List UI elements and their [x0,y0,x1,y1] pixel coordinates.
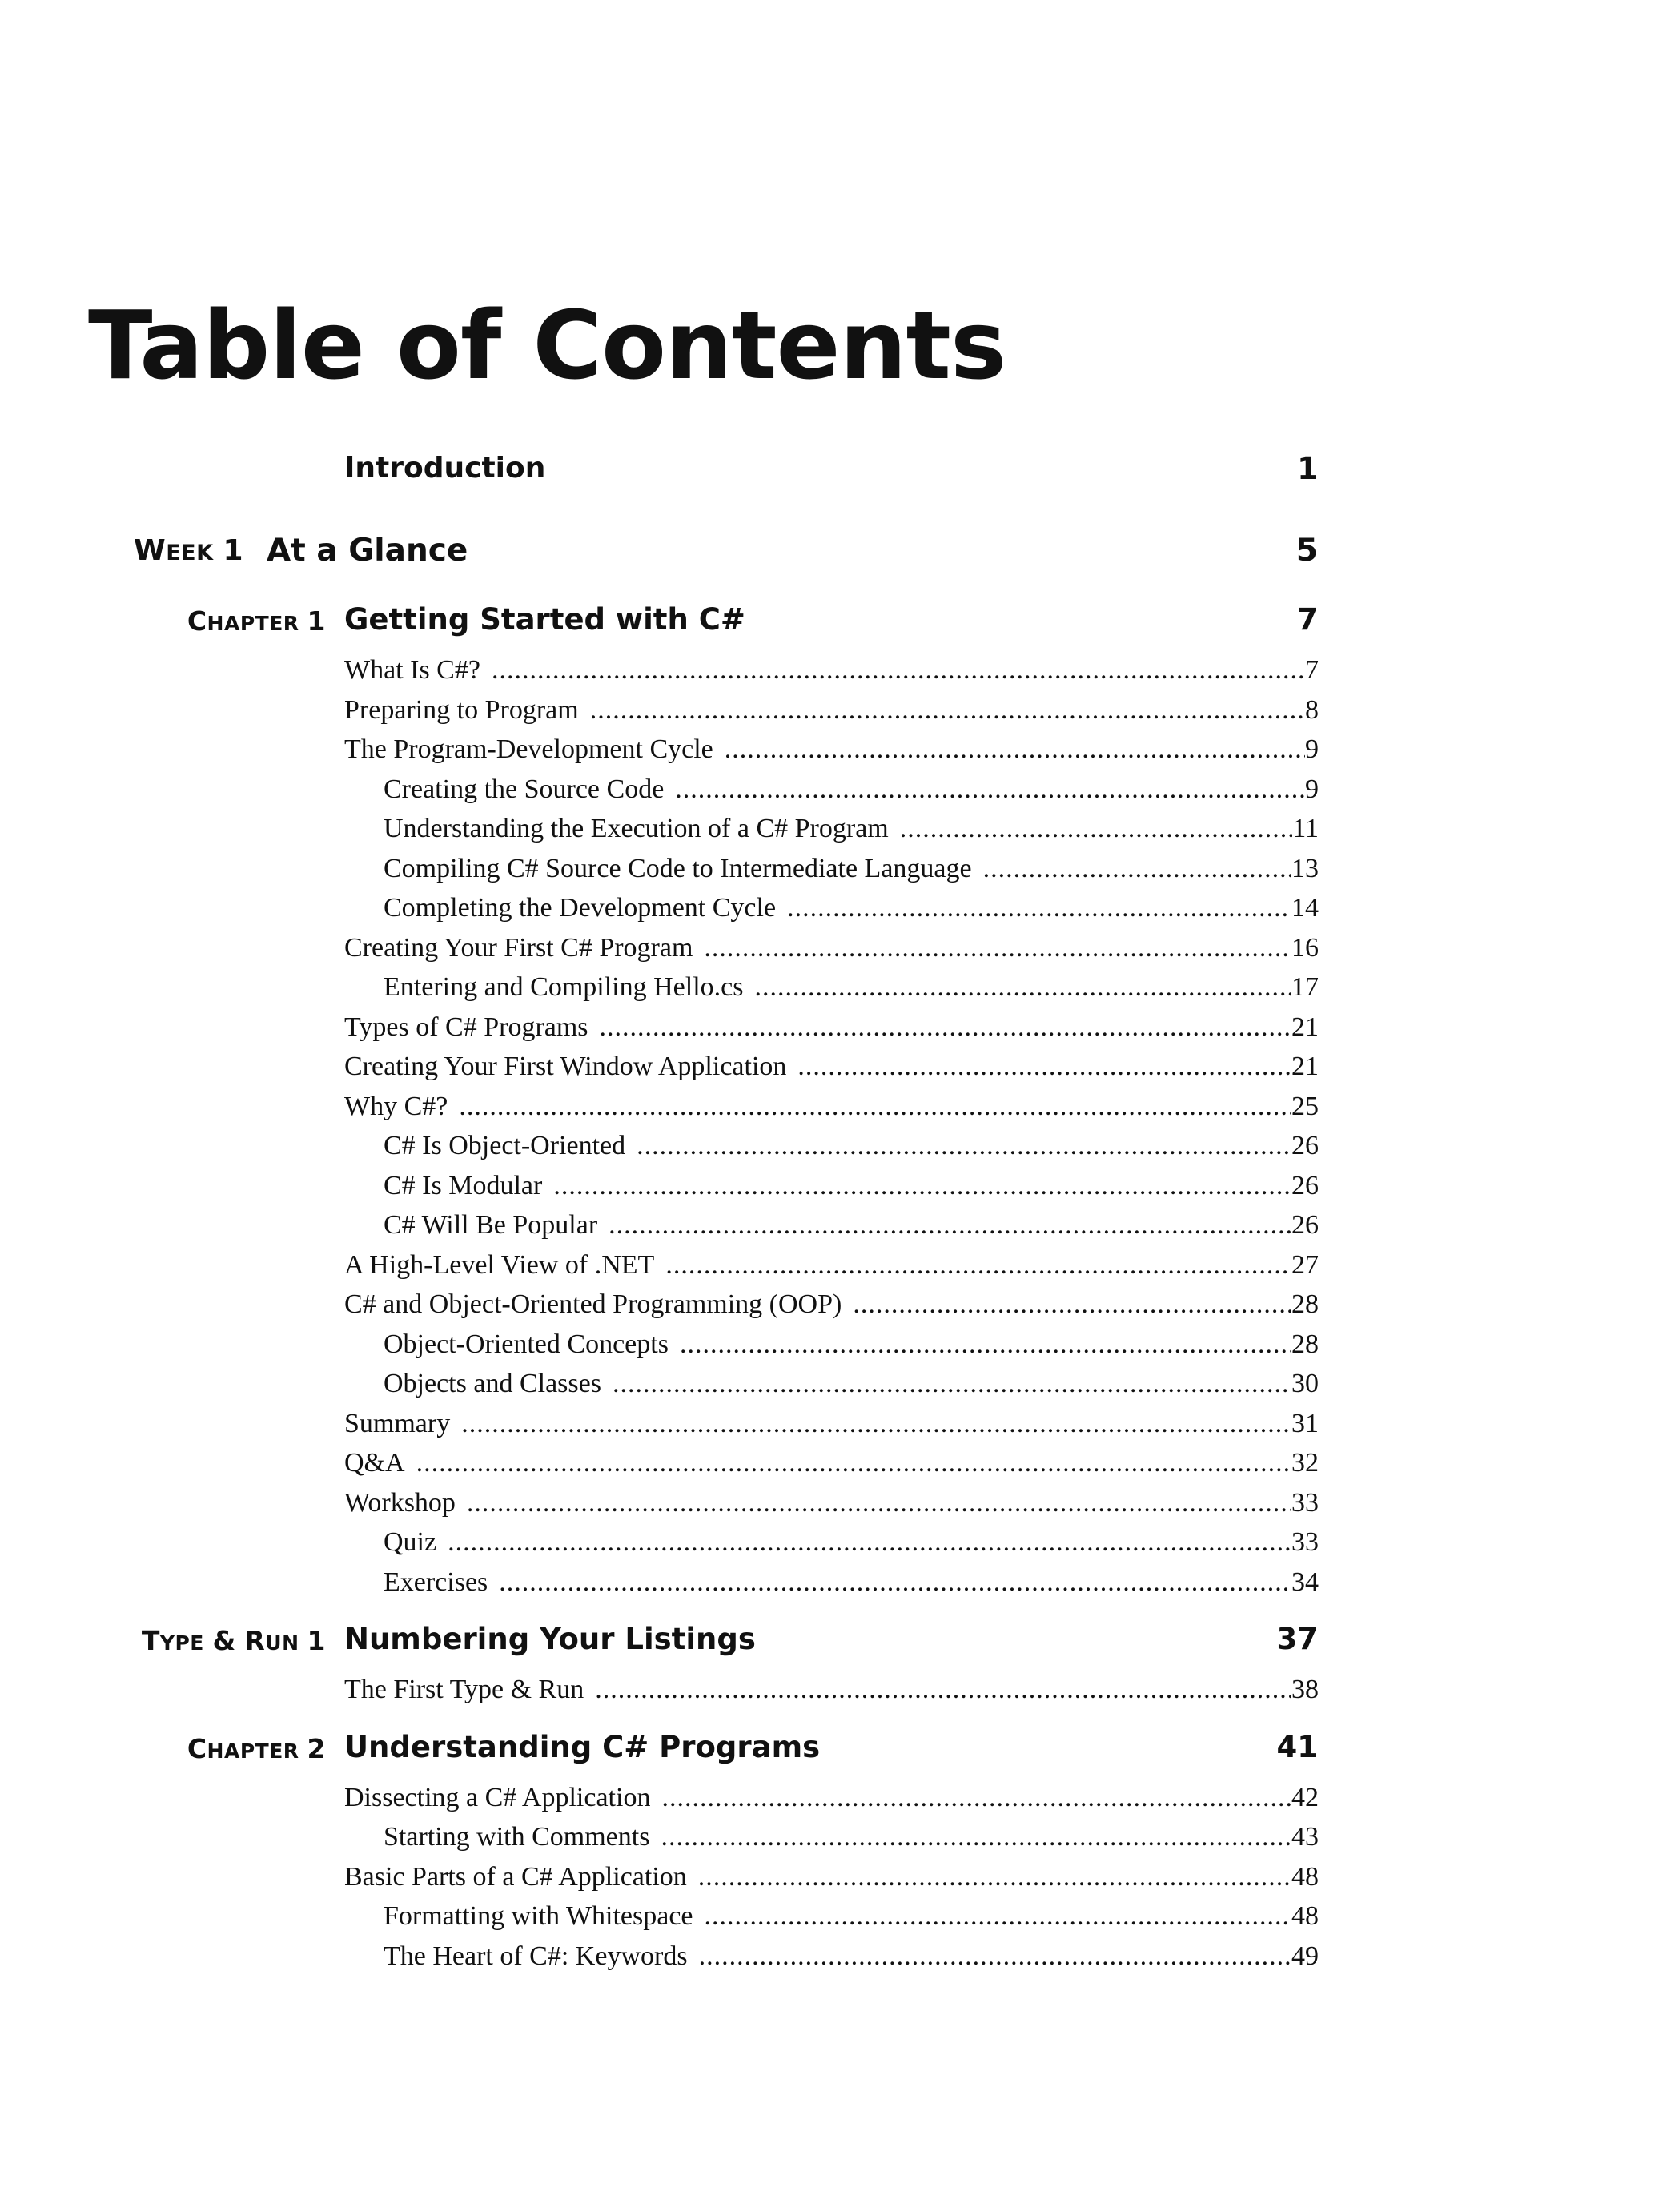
toc-heading-week-1[interactable] [0,533,1671,573]
dot-leader [661,1780,1291,1816]
toc-subentry[interactable] [384,1327,1319,1362]
entry-page-number: 26 [1291,1171,1319,1201]
toc-entry[interactable] [344,732,1319,767]
entry-title: A High-Level View of .NET [344,1250,655,1280]
dot-leader [595,1672,1291,1707]
toc-subentry[interactable] [384,970,1319,1005]
entry-title: Creating the Source Code [384,774,665,804]
entry-title: Preparing to Program [344,695,579,725]
toc-heading-type-and-run-1[interactable] [0,1622,1671,1662]
entry-page-number: 49 [1291,1941,1319,1971]
heading-page-number: 37 [1276,1622,1318,1656]
entry-title: Types of C# Programs [344,1012,588,1042]
toc-subentry[interactable] [384,1939,1319,1974]
toc-entry[interactable] [344,1860,1319,1895]
dot-leader [499,1565,1291,1600]
entry-page-number: 32 [1291,1448,1319,1478]
dot-leader [797,1049,1291,1084]
toc-subentry[interactable] [384,1128,1319,1164]
entry-page-number: 21 [1291,1012,1319,1042]
entry-page-number: 33 [1291,1527,1319,1557]
entry-title: Understanding the Execution of a C# Program [384,814,889,843]
entry-title: Q&A [344,1448,405,1478]
dot-leader [492,653,1305,688]
entry-page-number: 16 [1291,933,1319,963]
entry-page-number: 21 [1291,1052,1319,1081]
toc-subentry[interactable] [384,1366,1319,1402]
toc-entry[interactable] [344,931,1319,966]
entry-page-number: 38 [1291,1675,1319,1704]
toc-heading-chapter-1[interactable] [0,602,1671,642]
toc-subentry[interactable] [384,1820,1319,1855]
toc-subentry[interactable] [384,891,1319,926]
entry-title: What Is C#? [344,655,480,685]
entry-page-number: 26 [1291,1131,1319,1160]
entry-page-number: 43 [1291,1822,1319,1852]
entry-page-number: 13 [1291,854,1319,883]
heading-title: Numbering Your Listings [344,1622,756,1656]
entry-title: Starting with Comments [384,1822,650,1852]
toc-subentry[interactable] [384,811,1319,847]
entry-page-number: 42 [1291,1783,1319,1812]
entry-title: The First Type & Run [344,1675,584,1704]
dot-leader [461,1406,1291,1442]
heading-page-number: 7 [1297,602,1318,637]
entry-title: C# Is Modular [384,1171,543,1201]
dot-leader [983,851,1291,887]
entry-title: Object-Oriented Concepts [384,1329,669,1359]
page-title: Table of Contents [88,290,1006,400]
dot-leader [613,1366,1291,1402]
entry-title: Formatting with Whitespace [384,1901,693,1931]
entry-title: The Program-Development Cycle [344,734,713,764]
dot-leader [705,1899,1291,1934]
entry-title: The Heart of C#: Keywords [384,1941,688,1971]
chapter-label: CHAPTER 1 [187,605,326,637]
chapter-label: CHAPTER 2 [187,1733,326,1764]
dot-leader [698,1860,1291,1895]
entry-title: Compiling C# Source Code to Intermediate Language [384,854,972,883]
dot-leader [725,732,1305,767]
heading-title: Understanding C# Programs [344,1730,821,1764]
entry-title: Summary [344,1409,451,1438]
entry-page-number: 9 [1305,774,1319,804]
entry-page-number: 48 [1291,1901,1319,1931]
entry-title: Entering and Compiling Hello.cs [384,972,744,1002]
dot-leader [459,1089,1291,1124]
dot-leader [755,970,1292,1005]
dot-leader [448,1525,1291,1560]
entry-page-number: 17 [1291,972,1319,1002]
heading-title: Getting Started with C# [344,602,745,637]
dot-leader [637,1128,1291,1164]
heading-title: At a Glance [267,533,468,569]
toc-heading-chapter-2[interactable] [0,1730,1671,1770]
entry-title: Dissecting a C# Application [344,1783,651,1812]
entry-page-number: 28 [1291,1289,1319,1319]
week-label: WEEK 1 [134,534,244,567]
entry-page-number: 48 [1291,1862,1319,1892]
entry-page-number: 7 [1305,655,1319,685]
dot-leader [665,1248,1291,1283]
dot-leader [680,1327,1291,1362]
dot-leader [416,1446,1291,1481]
toc-subentry[interactable] [384,1168,1319,1204]
entry-title: Creating Your First C# Program [344,933,693,963]
entry-page-number: 26 [1291,1210,1319,1240]
dot-leader [590,693,1305,728]
toc-heading-introduction[interactable] [0,452,1671,492]
dot-leader [661,1820,1291,1855]
dot-leader [704,931,1291,966]
entry-title: Basic Parts of a C# Application [344,1862,687,1892]
entry-title: Creating Your First Window Application [344,1052,787,1081]
dot-leader [787,891,1291,926]
dot-leader [853,1287,1291,1322]
toc-entry[interactable] [344,1780,1319,1816]
dot-leader [609,1208,1291,1243]
type-and-run-label: TYPE & RUN 1 [141,1625,326,1656]
heading-page-number: 1 [1297,452,1318,486]
heading-page-number: 5 [1295,533,1318,569]
toc-entry[interactable] [344,1446,1319,1481]
toc-subentry[interactable] [384,851,1319,887]
entry-page-number: 33 [1291,1488,1319,1518]
toc-entry[interactable] [344,653,1319,688]
entry-title: C# and Object-Oriented Programming (OOP) [344,1289,842,1319]
toc-entry[interactable] [344,1049,1319,1084]
toc-subentry[interactable] [384,772,1319,807]
toc-entry[interactable] [344,1010,1319,1045]
toc-entry[interactable] [344,1406,1319,1442]
entry-page-number: 28 [1291,1329,1319,1359]
toc-entry[interactable] [344,693,1319,728]
heading-title: Introduction [344,452,546,485]
entry-page-number: 25 [1291,1092,1319,1121]
toc-subentry[interactable] [384,1899,1319,1934]
entry-title: Workshop [344,1488,456,1518]
entry-page-number: 11 [1292,814,1319,843]
entry-title: Why C#? [344,1092,448,1121]
entry-page-number: 31 [1291,1409,1319,1438]
entry-page-number: 30 [1291,1369,1319,1398]
entry-page-number: 9 [1305,734,1319,764]
entry-title: Exercises [384,1567,488,1597]
dot-leader [675,772,1305,807]
dot-leader [553,1168,1291,1204]
entry-page-number: 27 [1291,1250,1319,1280]
toc-subentry[interactable] [384,1525,1319,1560]
toc-subentry[interactable] [384,1565,1319,1600]
entry-page-number: 14 [1291,893,1319,923]
entry-title: C# Will Be Popular [384,1210,598,1240]
toc-entry[interactable] [344,1089,1319,1124]
toc-subentry[interactable] [384,1208,1319,1243]
entry-title: Quiz [384,1527,437,1557]
dot-leader [600,1010,1291,1045]
entry-title: Completing the Development Cycle [384,893,777,923]
entry-page-number: 34 [1291,1567,1319,1597]
dot-leader [699,1939,1291,1974]
entry-title: Objects and Classes [384,1369,601,1398]
dot-leader [467,1486,1291,1521]
toc-entry[interactable] [344,1672,1319,1707]
dot-leader [900,811,1293,847]
heading-page-number: 41 [1276,1730,1318,1764]
entry-page-number: 8 [1305,695,1319,725]
toc-entry[interactable] [344,1287,1319,1322]
toc-entry[interactable] [344,1248,1319,1283]
entry-title: C# Is Object-Oriented [384,1131,626,1160]
toc-entry[interactable] [344,1486,1319,1521]
